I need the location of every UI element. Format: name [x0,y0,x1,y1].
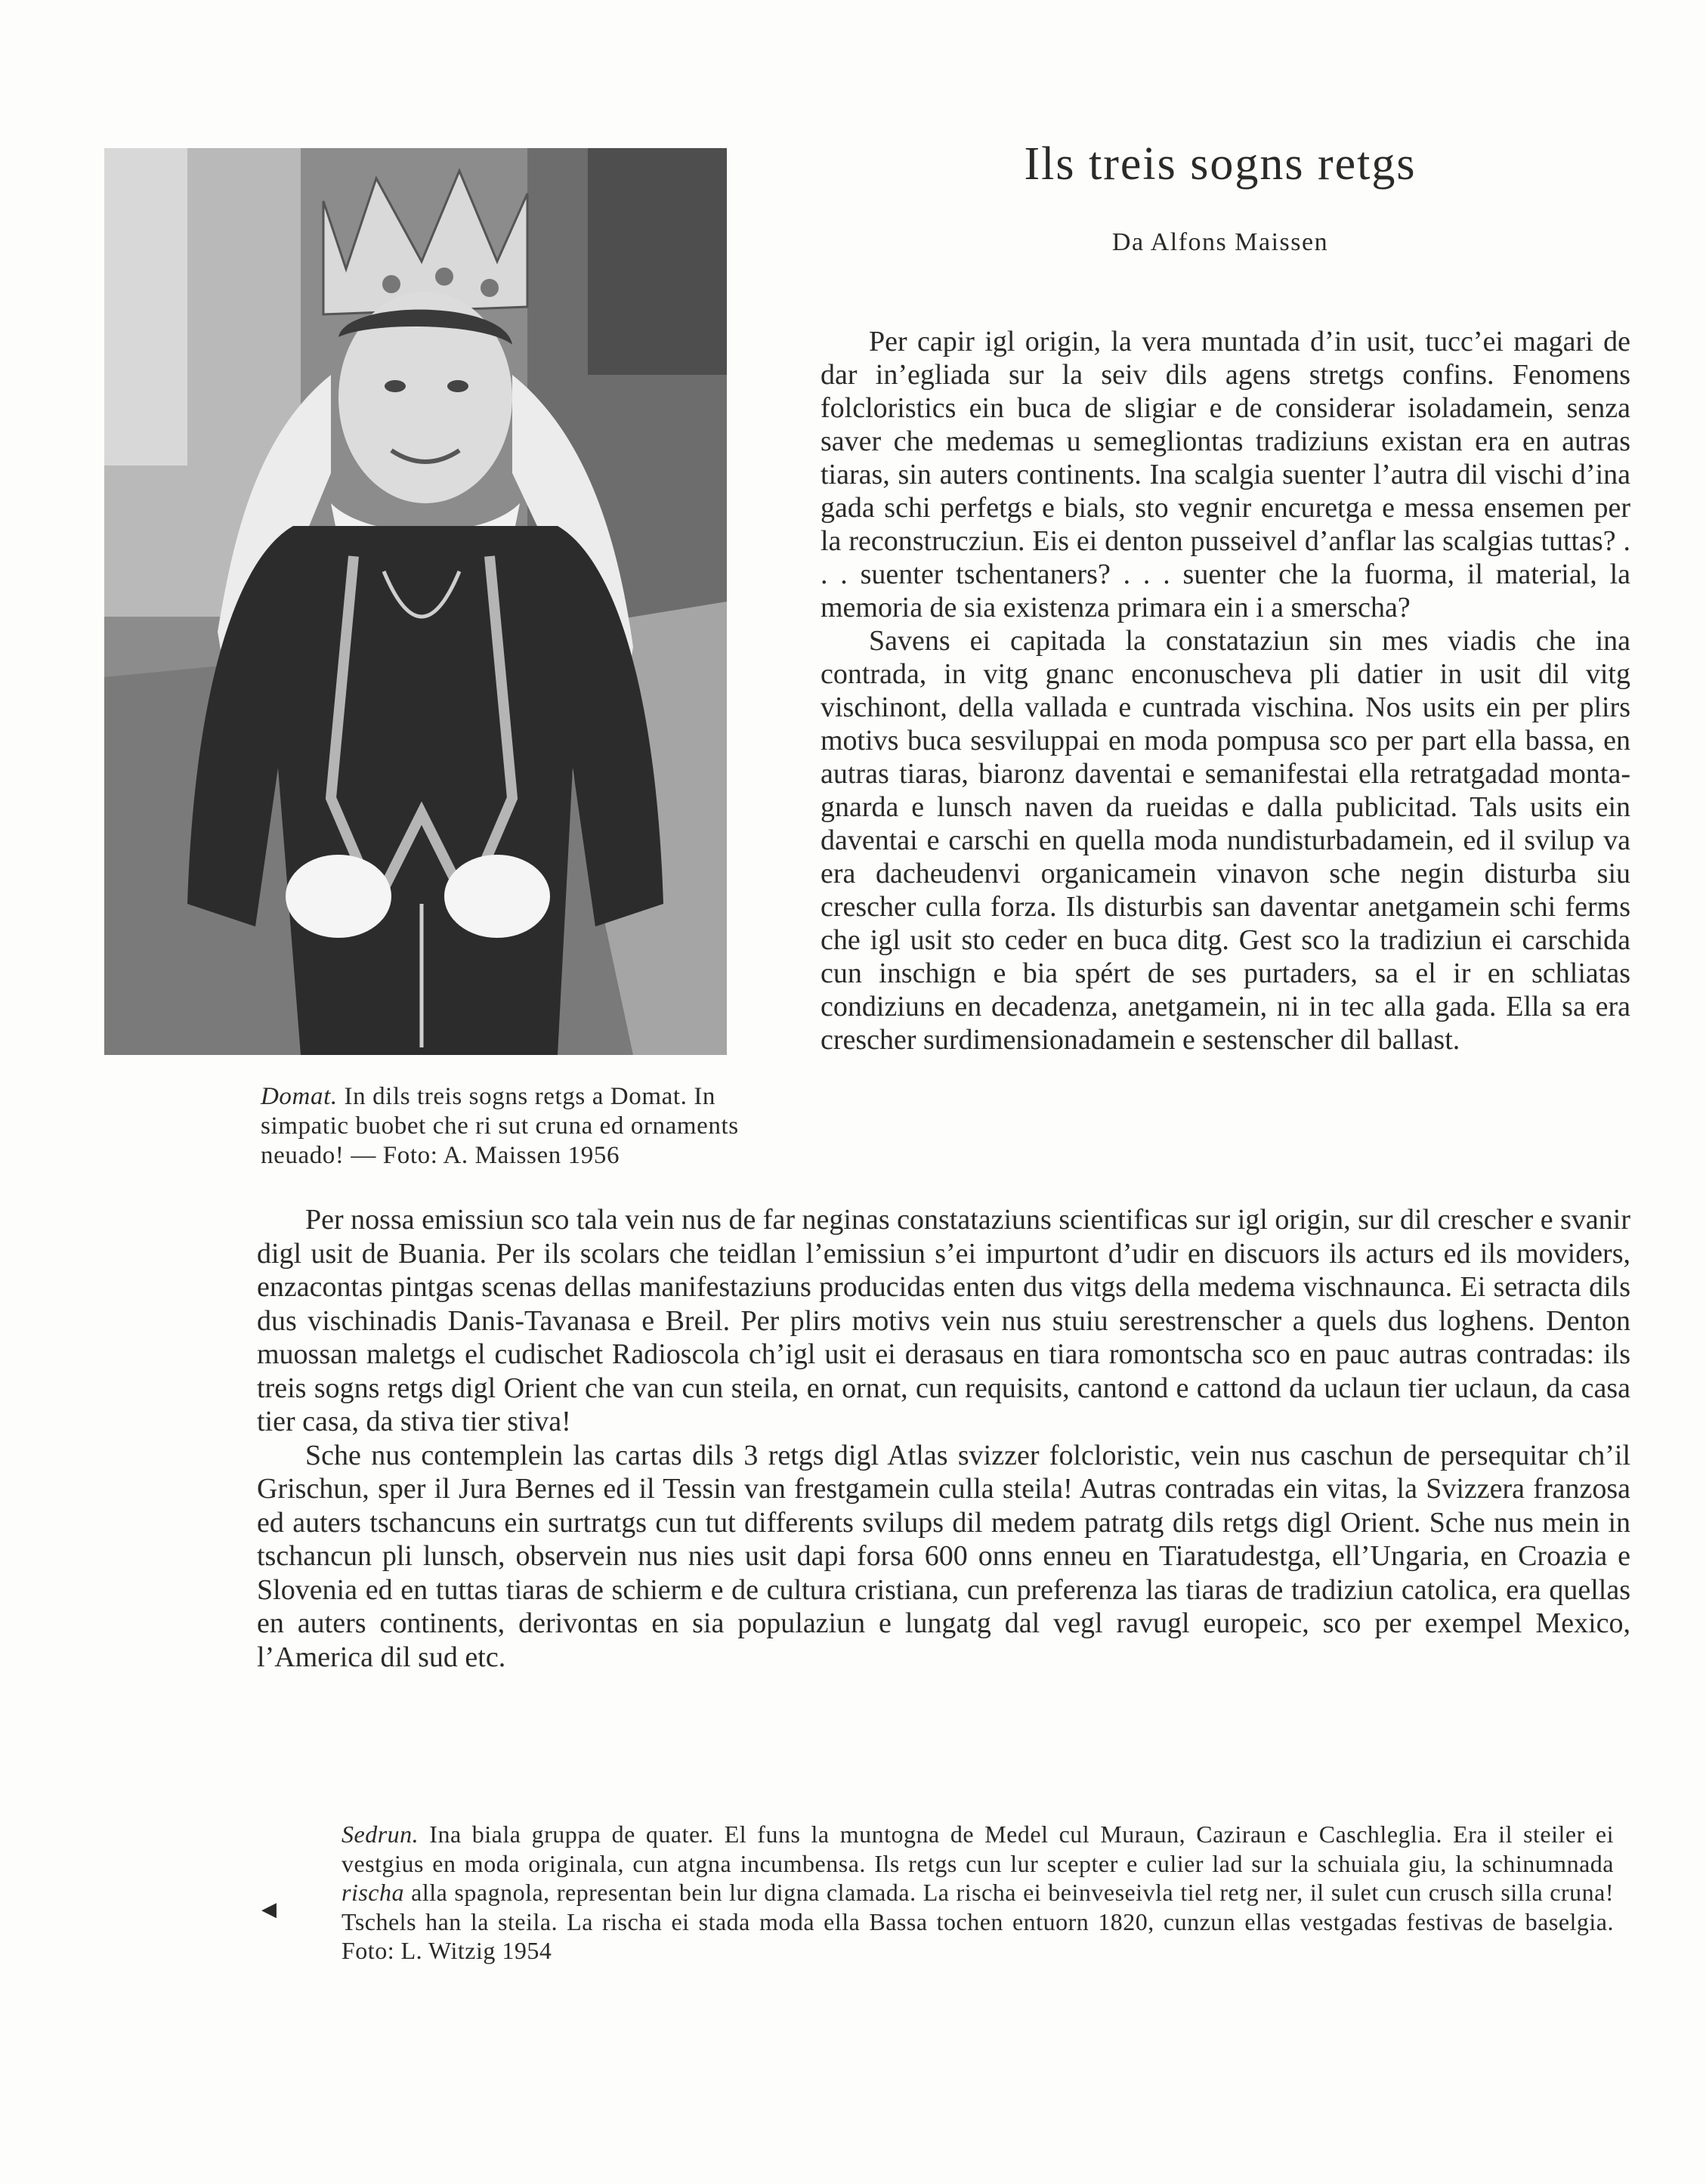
photo-boy-in-crown [104,148,727,1055]
article-byline: Da Alfons Maissen [1111,228,1329,256]
photo-caption [261,1082,744,1171]
caption-text: alla spagnola, representan bein lur digna clamada. La rischa ei beinveseivla tiel retg ner, il sulet cun crusch silla cruna! Tschels han la steila. La rischa ei stada moda ella Bassa tochen entuorn 1820, cunzun ellas vestgadas festivas de baselgia. Foto: L. Witzig 1954 [342,1879,1614,1964]
article-title: Ils treis sogns retgs [1024,138,1417,190]
paragraph: Savens ei capitada la constataziun sin mes viadis che ina contrada, in vitg gnanc enconuscheva pli datier in usit dil vitg vischinont, della vallada e cuntrada vischina. Nos usits ein per plirs motivs buca sesviluppai en moda pompusa sco per part ella bassa, en autras tiaras, biaronz daventai e semanifestai ella retratgadad montagnarda e lunsch naven da rueidas e dalla publicitad. Tals usits ein daventai e carschi en quella moda nundisturbadamein, ed il svilup va era dacheudenvi organicamein vinavon sche negin disturba siu crescher culla forza. Ils disturbis san daventar anetgamein schi ferms che igl usit sto ceder en buca ditg. Gest sco la tradiziun ei carschida cun inschign e bia spért de ses purtaders, sa el ir en schliatas condiziuns en decadenza, anetgamein, ni in tec alla gada. Ella sa era crescher surdimensionadamein e sestenscher dil ballast. [821,625,1630,1056]
paragraph: Sche nus contemplein las cartas dils 3 retgs digl Atlas svizzer folcloristic, vein nus caschun de persequitar ch’il Grischun, sper il Jura Bernes ed il Tessin van frestgamein culla steila! Autras contradas ein vitas, la Svizzera franzosa ed auters tschancuns ein surtratgs cun tut differents svilups dil medem patratg dils retgs digl Orient. Sche nus mein in tschancun pli lunsch, observein nus nies usit dapi forsa 600 onns enneu en Tiaratudestga, ell’Ungaria, en Croazia e Slovenia ed en tuttas tiaras de schierm e de cultura cristiana, cun preferenza las tiaras de tradiziun catolica, era quellas en auters continents, derivontas en sia populaziun e lungatg dal vegl ravugl europeic, sco per exempel Mexico, l’America dil sud etc. [257,1439,1630,1673]
caption-text: In dils treis sogns retgs a Domat. In simpatic buobet che ri sut cruna ed ornaments neuado! — Foto: A. Maissen 1956 [261,1083,739,1169]
caption-emphasis: rischa [342,1879,404,1906]
paragraph: Per nossa emissiun sco tala vein nus de far neginas constataziuns scientificas sur igl origin, sur dil crescher e svanir digl usit de Buania. Per ils scolars che teidlan l’emissiun s’ei impurtont d’udir en discuors ils acturs ed ils moviders, enzacontas pintgas scenas dellas manifestaziuns producidas enten dus vitgs della medema vischnaunca. Ei setracta dils dus vischinadis Danis-Tavanasa e Breil. Per plirs motivs vein nus stuiu serestrenscher a quels dus loghens. Denton muossan maletgs el cudischet Radioscola ch’igl usit ei derasaus en tiara romontscha sco en pauc autras contradas: ils treis sogns retgs digl Orient che van cun steila, en ornat, cun requisits, cantond e cattond da uclaun tier uclaun, da casa tier casa, da stiva tier stiva! [257,1204,1630,1437]
left-pointer-icon: ◀ [261,1898,277,1921]
bottom-caption [342,1820,1614,1966]
full-width-text [257,1203,1630,1674]
caption-place: Domat. [261,1083,338,1110]
photo-illustration [104,148,727,1055]
paragraph: Per capir igl origin, la vera muntada d’in usit, tucc’ei magari de dar in’egliada sur la seiv dils agens stretgs confins. Fenomens folcloristics ein buca de sligiar e de considerar isoladamein, senza saver che medemas u semegliontas tradiziuns existan era en autras tiaras, sin auters continents. Ina scalgia suenter l’autra dil vischi d’ina gada schi perfetgs e bials, sto vegnir encuretga e messa ensemen per la reconstrucziun. Eis ei denton pusseivel d’anflar las scalgias tuttas? . . . suenter tschentaners? . . . suenter che la fuorma, il material, la memoria de sia existenza primara ein i a smerscha? [821,326,1630,623]
caption-text: Ina biala gruppa de quater. El funs la muntogna de Medel cul Muraun, Caziraun e Caschleglia. Era il steiler ei vestgius en moda originala, cun atgna incumbensa. Ils retgs cun lur scepter e culier lad sur la schuiala giu, la schinumnada [342,1821,1614,1877]
caption-place: Sedrun. [342,1821,419,1848]
column-text [821,325,1630,1056]
